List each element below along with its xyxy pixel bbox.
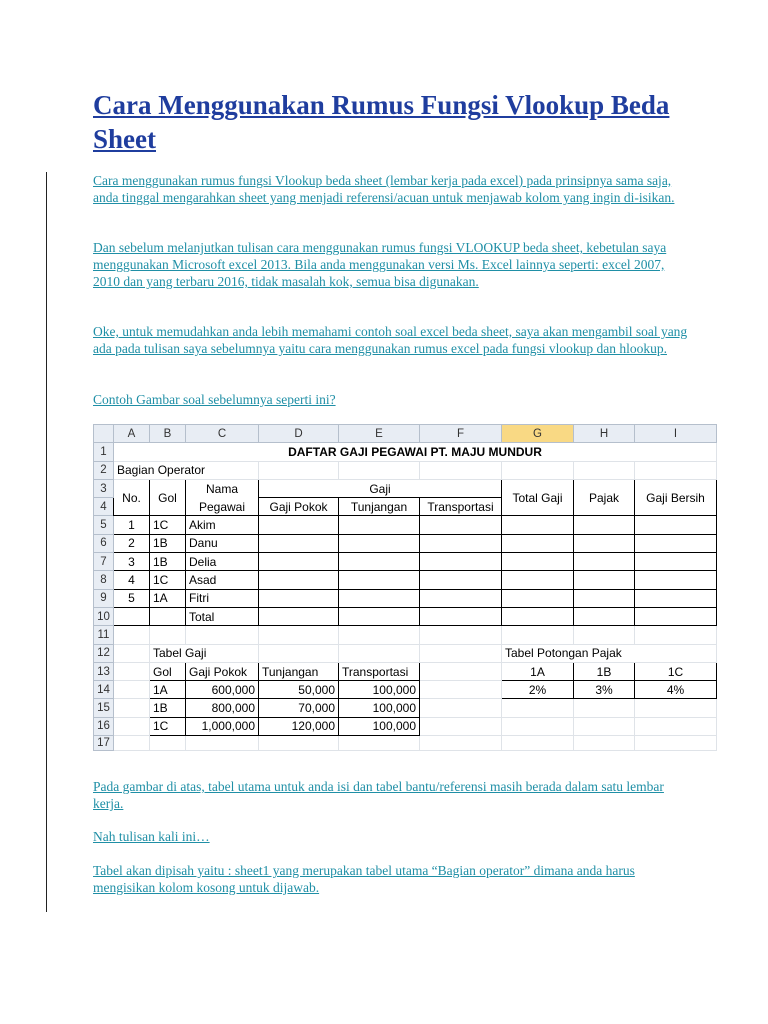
employee-gol: 1B [150,534,186,552]
col-header: C [186,425,259,443]
paragraph-image-caption[interactable]: Contoh Gambar soal sebelumnya seperti ini? [93,392,336,407]
tabel-gaji-label: Tabel Gaji [150,644,259,662]
sheet-row [94,626,717,644]
tabel-pajak-label: Tabel Potongan Pajak [502,644,717,662]
employee-nama: Fitri [186,589,259,607]
tabel-gaji-header: Gol [150,662,186,680]
header-pegawai: Pegawai [186,498,259,516]
tabel-gaji-cell: 100,000 [339,699,420,717]
employee-row [94,534,717,552]
tabel-pajak-value: 4% [635,681,717,699]
tabel-gaji-cell: 120,000 [259,717,339,735]
tabel-gaji-cell: 1A [150,681,186,699]
tabel-gaji-cell: 50,000 [259,681,339,699]
row-header: 17 [94,736,114,751]
col-header: E [339,425,420,443]
sheet-row [94,662,717,680]
paragraph-example[interactable]: Oke, untuk memudahkan anda lebih memahami contoh soal excel beda sheet, saya akan mengambil soal yang ada pada tulisan saya sebelumnya yaitu cara menggunakan rumus excel pada fungsi vlookup dan hlookup. [93,324,688,356]
tabel-gaji-cell: 1B [150,699,186,717]
employee-nama: Danu [186,534,259,552]
row-header: 11 [94,626,114,644]
row-header: 10 [94,607,114,625]
row-header: 6 [94,534,114,552]
tabel-pajak-header: 1A [502,662,574,680]
row-header: 15 [94,699,114,717]
row-header: 14 [94,681,114,699]
tabel-gaji-header: Transportasi [339,662,420,680]
row-header: 3 [94,479,114,497]
col-header: H [574,425,635,443]
tabel-gaji-cell: 70,000 [259,699,339,717]
tabel-gaji-cell: 800,000 [186,699,259,717]
employee-gol: 1C [150,571,186,589]
sheet-row [94,699,717,717]
row-header: 8 [94,571,114,589]
row-header: 7 [94,553,114,571]
sheet-row [94,717,717,735]
header-nama: Nama [186,479,259,497]
sheet-title: DAFTAR GAJI PEGAWAI PT. MAJU MUNDUR [114,443,717,461]
row-header: 4 [94,498,114,516]
paragraph-nah[interactable]: Nah tulisan kali ini… [93,829,210,844]
paragraph-tabel-dipisah[interactable]: Tabel akan dipisah yaitu : sheet1 yang merupakan tabel utama “Bagian operator” dimana anda harus mengisikan kolom kosong untuk dijawab. [93,863,635,895]
page-margin-line [46,172,47,912]
col-header: B [150,425,186,443]
tabel-gaji-cell: 100,000 [339,717,420,735]
tabel-gaji-header: Tunjangan [259,662,339,680]
tabel-gaji-cell: 1C [150,717,186,735]
sheet-row [94,479,717,497]
tabel-pajak-header: 1C [635,662,717,680]
employee-no: 2 [114,534,150,552]
sheet-row [94,443,717,461]
employee-gol: 1C [150,516,186,534]
header-gol: Gol [150,479,186,516]
employee-row [94,571,717,589]
tabel-gaji-cell: 100,000 [339,681,420,699]
col-header: I [635,425,717,443]
employee-no: 4 [114,571,150,589]
col-header: A [114,425,150,443]
tabel-gaji-cell: 600,000 [186,681,259,699]
sheet-row [94,681,717,699]
excel-screenshot [93,424,726,762]
total-label: Total [186,607,259,625]
column-header-row [94,425,717,443]
header-gaji: Gaji [259,479,502,497]
section-label: Bagian Operator [114,461,259,479]
col-header-selected: G [502,425,574,443]
corner-cell [94,425,114,443]
tabel-pajak-value: 2% [502,681,574,699]
col-header: F [420,425,502,443]
employee-no: 1 [114,516,150,534]
header-no: No. [114,479,150,516]
row-header: 1 [94,443,114,461]
header-transportasi: Transportasi [420,498,502,516]
total-row [94,607,717,625]
header-gaji-bersih: Gaji Bersih [635,479,717,516]
paragraph-after-image[interactable]: Pada gambar di atas, tabel utama untuk anda isi dan tabel bantu/referensi masih berada dalam satu lembar kerja. [93,779,664,811]
row-header: 12 [94,644,114,662]
row-header: 5 [94,516,114,534]
paragraph-intro[interactable]: Cara menggunakan rumus fungsi Vlookup beda sheet (lembar kerja pada excel) pada prinsipnya sama saja, anda tinggal mengarahkan sheet yang menjadi referensi/acuan untuk menjawab kolom yang ingin di-isikan. [93,173,675,205]
sheet-row [94,461,717,479]
employee-row [94,589,717,607]
employee-gol: 1B [150,553,186,571]
row-header: 2 [94,461,114,479]
employee-nama: Delia [186,553,259,571]
tabel-gaji-cell: 1,000,000 [186,717,259,735]
employee-no: 5 [114,589,150,607]
tabel-gaji-header: Gaji Pokok [186,662,259,680]
article-title[interactable]: Cara Menggunakan Rumus Fungsi Vlookup Beda Sheet [93,90,670,154]
header-pajak: Pajak [574,479,635,516]
employee-row [94,553,717,571]
header-gaji-pokok: Gaji Pokok [259,498,339,516]
employee-row [94,516,717,534]
employee-nama: Asad [186,571,259,589]
tabel-pajak-header: 1B [574,662,635,680]
employee-gol: 1A [150,589,186,607]
row-header: 13 [94,662,114,680]
sheet-row [94,736,717,751]
header-total-gaji: Total Gaji [502,479,574,516]
sheet-row [94,644,717,662]
row-header: 9 [94,589,114,607]
employee-no: 3 [114,553,150,571]
row-header: 16 [94,717,114,735]
col-header: D [259,425,339,443]
paragraph-excel-version[interactable]: Dan sebelum melanjutkan tulisan cara menggunakan rumus fungsi VLOOKUP beda sheet, kebetulan saya menggunakan Microsoft excel 2013. Bila anda menggunakan versi Ms. Excel lainnya seperti: excel 2007, 2010 dan yang terbaru 2016, tidak masalah kok, semua bisa digunakan. [93,240,667,289]
spreadsheet-table [93,424,717,751]
header-tunjangan: Tunjangan [339,498,420,516]
employee-nama: Akim [186,516,259,534]
tabel-pajak-value: 3% [574,681,635,699]
